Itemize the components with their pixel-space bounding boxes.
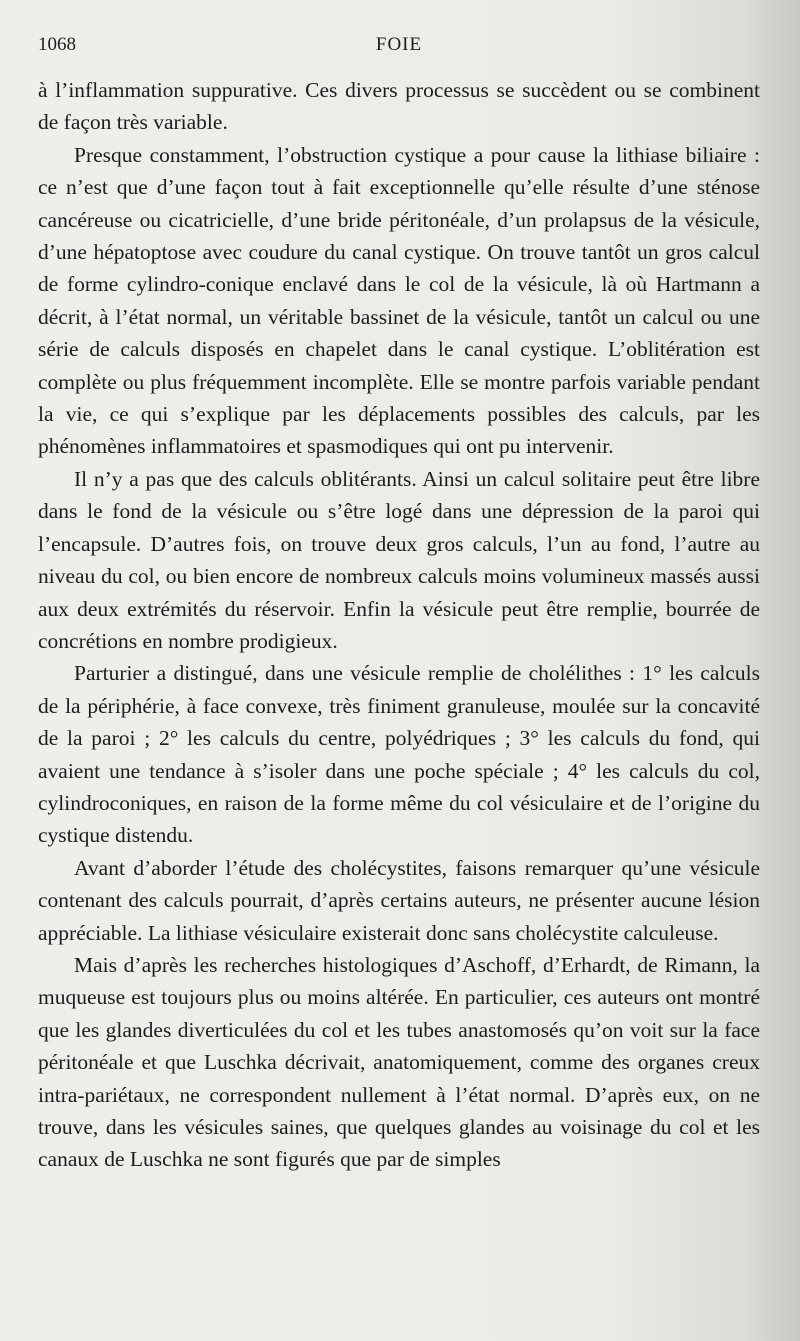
- body-text: [38, 74, 760, 1176]
- running-head: [38, 34, 760, 60]
- paragraph-aschoff: Mais d’après les recherches histologiques d’Aschoff, d’Erhardt, de Rimann, la muqueuse est toujours plus ou moins altérée. En particulier, ces auteurs ont montré que les glandes diverticulées du col et les tubes anastomosés qu’on voit sur la face péritonéale et que Luschka décrivait, anatomiquement, comme des organes creux intra-pariétaux, ne correspondent nullement à l’état normal. D’après eux, on ne trouve, dans les vésicules saines, que quelques glandes au voisinage du col et les canaux de Luschka ne sont figurés que par de simples: [38, 952, 760, 1172]
- paragraph-parturier: Parturier a distingué, dans une vésicule remplie de cholélithes : 1° les calculs de la périphérie, à face convexe, très finiment granuleuse, moulée sur la concavité de la paroi ; 2° les calculs du centre, polyédriques ; 3° les calculs du fond, qui avaient une tendance à s’isoler dans une poche spéciale ; 4° les calculs du col, cylindroconiques, en raison de la forme même du col vésiculaire et de l’origine du cystique distendu.: [38, 661, 760, 848]
- running-title: FOIE: [375, 34, 423, 55]
- paragraph-calculs: Il n’y a pas que des calculs oblitérants. Ainsi un calcul solitaire peut être libre dans le fond de la vésicule ou s’être logé dans une dépression de la paroi qui l’encapsule. D’autres fois, on trouve deux gros calculs, l’un au fond, l’autre au niveau du col, ou bien encore de nombreux calculs moins volumineux massés aussi aux deux extrémités du réservoir. Enfin la vésicule peut être remplie, bourrée de concrétions en nombre prodigieux.: [38, 466, 760, 653]
- paragraph-obstruction: Presque constamment, l’obstruction cystique a pour cause la lithiase biliaire : ce n’est que d’une façon tout à fait exceptionnelle qu’elle résulte d’une sténose cancéreuse ou cicatricielle, d’une bride péritonéale, d’un prolapsus de la vésicule, d’une hépatoptose avec coudure du canal cystique. On trouve tantôt un gros calcul de forme cylindro-conique enclavé dans le col de la vésicule, là où Hartmann a décrit, à l’état normal, un véritable bassinet de la vésicule, tantôt un calcul ou une série de calculs disposés en chapelet dans le canal cystique. L’oblitération est complète ou plus fréquemment incomplète. Elle se montre parfois variable pendant la vie, ce qui s’explique par les déplacements possibles des calculs, par les phénomènes inflammatoires et spasmodiques qui ont pu intervenir.: [38, 142, 760, 459]
- paragraph-cholecystites: Avant d’aborder l’étude des cholécystites, faisons remarquer qu’une vésicule contenant des calculs pourrait, d’après certains auteurs, ne présenter aucune lésion appréciable. La lithiase vésiculaire existerait donc sans cholécystite calculeuse.: [38, 855, 760, 945]
- paragraph-continuation: à l’inflammation suppurative. Ces divers processus se succèdent ou se combinent de façon très variable.: [38, 78, 760, 135]
- page-number: 1068: [38, 34, 76, 55]
